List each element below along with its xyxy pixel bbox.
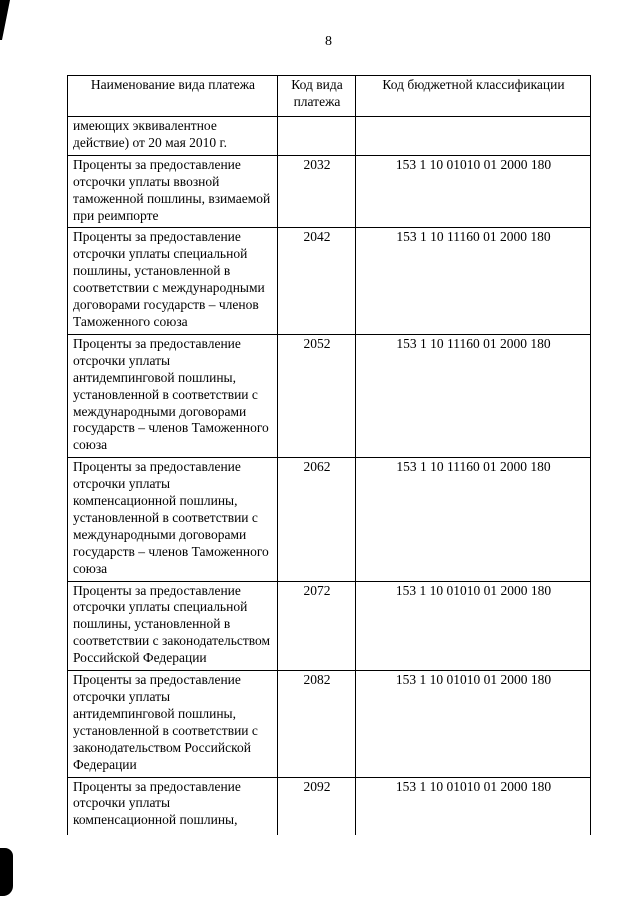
- table-row: [68, 117, 591, 156]
- scan-artifact-bottom-left: [0, 848, 13, 896]
- column-header-kbk: Код бюджетной классификации: [356, 76, 591, 117]
- payment-code-cell: 2092: [278, 777, 356, 835]
- kbk-cell: 153 1 10 11160 01 2000 180: [356, 228, 591, 334]
- table-row: [68, 777, 591, 835]
- table-row: [68, 334, 591, 457]
- table-row: [68, 155, 591, 228]
- payment-code-cell: 2052: [278, 334, 356, 457]
- payment-name-cell: имеющих эквивалентное действие) от 20 мая 2010 г.: [68, 117, 278, 156]
- scan-artifact-top-left: [0, 0, 10, 40]
- payment-name-cell: Проценты за предоставление отсрочки уплаты антидемпинговой пошлины, установленной в соответствии с законодательством Российской Федерации: [68, 671, 278, 777]
- kbk-cell: 153 1 10 01010 01 2000 180: [356, 671, 591, 777]
- payment-name-cell: Проценты за предоставление отсрочки уплаты ввозной таможенной пошлины, взимаемой при реимпорте: [68, 155, 278, 228]
- page-number: 8: [325, 34, 332, 49]
- table-row: [68, 581, 591, 671]
- kbk-cell: 153 1 10 11160 01 2000 180: [356, 334, 591, 457]
- payment-code-cell: [278, 117, 356, 156]
- payments-table: [67, 75, 591, 835]
- table-row: [68, 671, 591, 777]
- column-header-payment-name: Наименование вида платежа: [68, 76, 278, 117]
- payment-name-cell: Проценты за предоставление отсрочки уплаты специальной пошлины, установленной в соответствии с законодательством Российской Федерации: [68, 581, 278, 671]
- table-row: [68, 228, 591, 334]
- payment-name-cell: Проценты за предоставление отсрочки уплаты специальной пошлины, установленной в соответствии с международными договорами государств – членов Таможенного союза: [68, 228, 278, 334]
- payment-code-cell: 2042: [278, 228, 356, 334]
- table-header-row: [68, 76, 591, 117]
- kbk-cell: 153 1 10 01010 01 2000 180: [356, 777, 591, 835]
- payment-code-cell: 2032: [278, 155, 356, 228]
- kbk-cell: [356, 117, 591, 156]
- kbk-cell: 153 1 10 11160 01 2000 180: [356, 458, 591, 581]
- table-row: [68, 458, 591, 581]
- payments-table-container: [67, 75, 592, 835]
- payment-code-cell: 2072: [278, 581, 356, 671]
- payment-name-cell: Проценты за предоставление отсрочки уплаты компенсационной пошлины,: [68, 777, 278, 835]
- column-header-payment-code: Код вида платежа: [278, 76, 356, 117]
- payment-code-cell: 2062: [278, 458, 356, 581]
- payment-code-cell: 2082: [278, 671, 356, 777]
- kbk-cell: 153 1 10 01010 01 2000 180: [356, 581, 591, 671]
- payment-name-cell: Проценты за предоставление отсрочки уплаты антидемпинговой пошлины, установленной в соответствии с международными договорами государств – членов Таможенного союза: [68, 334, 278, 457]
- kbk-cell: 153 1 10 01010 01 2000 180: [356, 155, 591, 228]
- payment-name-cell: Проценты за предоставление отсрочки уплаты компенсационной пошлины, установленной в соответствии с международными договорами государств – членов Таможенного союза: [68, 458, 278, 581]
